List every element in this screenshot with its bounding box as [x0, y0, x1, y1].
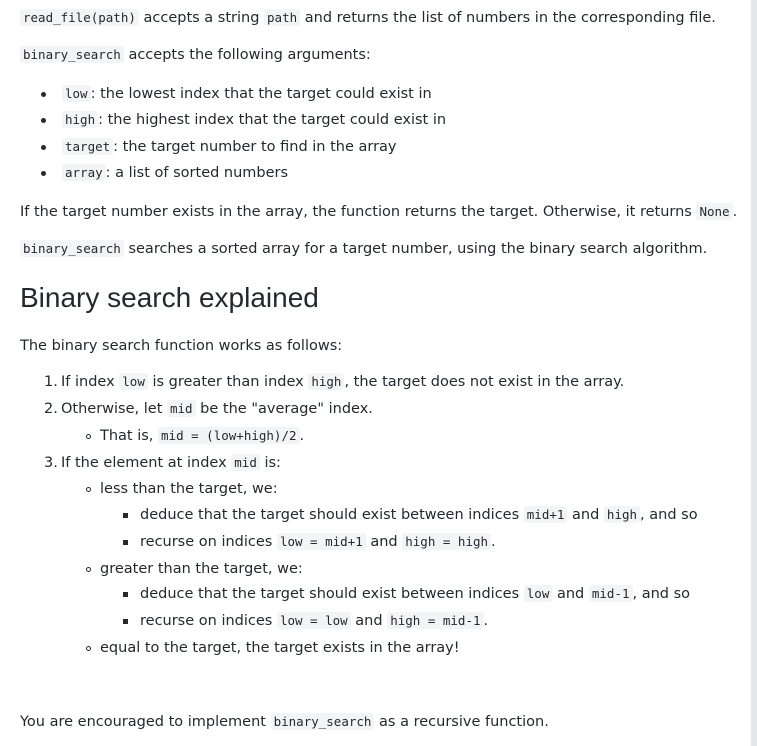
square-bullet-icon: [123, 513, 128, 518]
list-item: array : a list of sorted numbers: [62, 163, 288, 183]
read-file-description: read_file(path) accepts a string path and returns the list of numbers in the corresponding file.: [20, 8, 716, 28]
case-less: less than the target, we:: [100, 481, 278, 497]
case-greater-recurse: recurse on indices low = low and high = mid-1 .: [140, 613, 489, 629]
step-number: 2.: [44, 401, 58, 417]
bullet-icon: [41, 171, 46, 176]
square-bullet-icon: [123, 540, 128, 545]
encouragement: You are encouraged to implement binary_search as a recursive function.: [20, 714, 549, 730]
bullet-icon: [41, 145, 46, 150]
inline-code: read_file(path): [20, 9, 139, 26]
returns-description: If the target number exists in the array, the function returns the target. Otherwise, it returns None .: [20, 204, 738, 220]
section-heading: Binary search explained: [20, 282, 319, 313]
list-item: target : the target number to find in the array: [62, 137, 397, 157]
case-greater: greater than the target, we:: [100, 561, 303, 577]
bullet-icon: [41, 118, 46, 123]
step-3: If the element at index mid is:: [61, 455, 281, 471]
square-bullet-icon: [123, 619, 128, 624]
circle-bullet-icon: [86, 567, 91, 572]
step-1: If index low is greater than index high , the target does not exist in the array.: [61, 374, 625, 390]
bullet-icon: [41, 92, 46, 97]
step-2: Otherwise, let mid be the "average" index.: [61, 401, 373, 417]
list-item: high : the highest index that the target could exist in: [62, 110, 446, 130]
list-item: low : the lowest index that the target could exist in: [62, 84, 432, 104]
case-less-recurse: recurse on indices low = mid+1 and high = high .: [140, 534, 496, 550]
circle-bullet-icon: [86, 434, 91, 439]
searches-description: binary_search searches a sorted array for a target number, using the binary search algorithm.: [20, 239, 707, 259]
arguments-intro: binary_search accepts the following arguments:: [20, 45, 371, 65]
inline-code: path: [264, 9, 300, 26]
case-less-deduce: deduce that the target should exist between indices mid+1 and high , and so: [140, 507, 698, 523]
circle-bullet-icon: [86, 646, 91, 651]
case-equal: equal to the target, the target exists in the array!: [100, 640, 460, 656]
step-2-detail: That is, mid = (low+high)/2 .: [100, 428, 305, 444]
step-number: 3.: [44, 455, 58, 471]
inline-code: binary_search: [20, 46, 124, 63]
works-intro: The binary search function works as follows:: [20, 338, 343, 354]
circle-bullet-icon: [86, 487, 91, 492]
square-bullet-icon: [123, 592, 128, 597]
scrollbar[interactable]: [751, 0, 757, 746]
case-greater-deduce: deduce that the target should exist between indices low and mid-1 , and so: [140, 586, 691, 602]
step-number: 1.: [44, 374, 58, 390]
